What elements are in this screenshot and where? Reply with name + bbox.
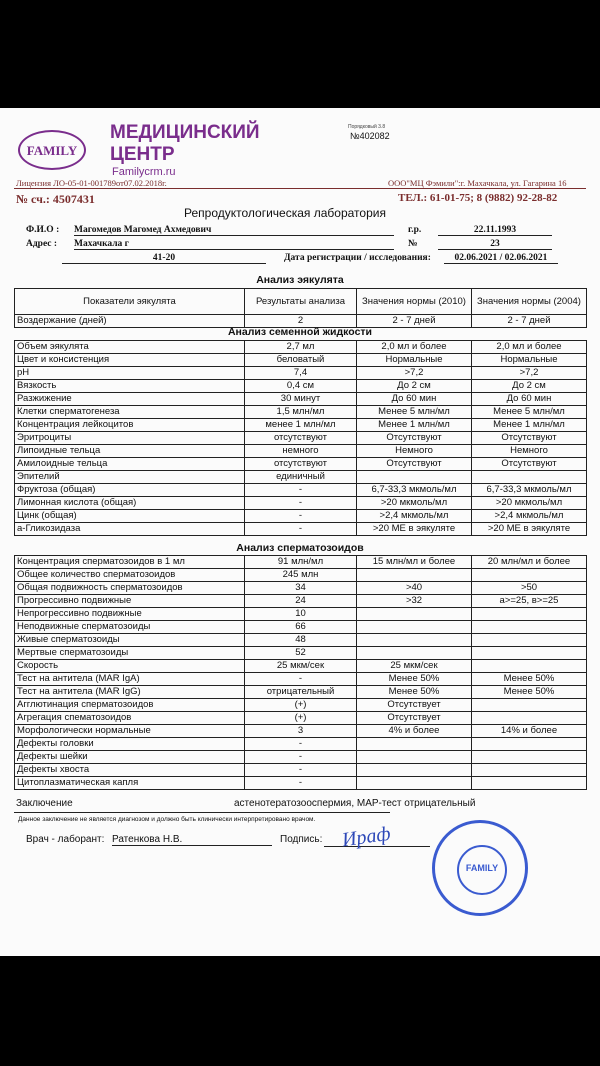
row-label: Воздержание (дней) — [15, 315, 245, 328]
row-result: отсутствуют — [245, 432, 357, 445]
row-result: (+) — [245, 712, 357, 725]
conclusion-text: астенотератозооспермия, МАР-тест отрицательный — [234, 798, 476, 809]
table-row — [15, 380, 587, 393]
row-label: Мертвые сперматозоиды — [15, 647, 245, 660]
row-label: Тест на антитела (MAR IgA) — [15, 673, 245, 686]
table-row — [15, 510, 587, 523]
row-norm-2010: >32 — [357, 595, 472, 608]
fio-label: Ф.И.О : — [26, 225, 60, 235]
row-norm-2004: 6,7-33,3 мкмоль/мл — [472, 484, 587, 497]
row-result: - — [245, 751, 357, 764]
row-norm-2010 — [357, 608, 472, 621]
number-label: № — [408, 239, 418, 249]
table-row — [15, 660, 587, 673]
logo-text: FAMILY — [26, 143, 78, 158]
row-norm-2004: >50 — [472, 582, 587, 595]
table-row — [15, 445, 587, 458]
table-row — [15, 621, 587, 634]
license-text: Лицензия ЛО-05-01-001789от07.02.2018г. — [16, 178, 167, 188]
table-row — [15, 419, 587, 432]
row-result: 1,5 млн/мл — [245, 406, 357, 419]
table-row — [15, 471, 587, 484]
table-row — [15, 751, 587, 764]
section-sperm-title: Анализ сперматозоидов — [236, 542, 364, 554]
table-row — [15, 569, 587, 582]
row-norm-2010: До 2 см — [357, 380, 472, 393]
row-result: 24 — [245, 595, 357, 608]
row-norm-2004: a>=25, в>=25 — [472, 595, 587, 608]
row-result: - — [245, 523, 357, 536]
account-row — [16, 192, 95, 207]
row-norm-2010: 6,7-33,3 мкмоль/мл — [357, 484, 472, 497]
row-label: Разжижение — [15, 393, 245, 406]
ejaculate-table — [14, 288, 587, 328]
table-row — [15, 764, 587, 777]
row-norm-2004 — [472, 712, 587, 725]
row-result: 25 мкм/сек — [245, 660, 357, 673]
org-address: ООО"МЦ Фэмили":г. Махачкала, ул. Гагарина 16 — [388, 178, 567, 188]
row-result: 2,7 мл — [245, 341, 357, 354]
row-label: Агглютинация сперматозоидов — [15, 699, 245, 712]
center-title-line2: ЦЕНТР — [110, 144, 175, 165]
row-norm-2004: До 2 см — [472, 380, 587, 393]
row-norm-2004: >20 мкмоль/мл — [472, 497, 587, 510]
row-norm-2004: Немного — [472, 445, 587, 458]
account-number: 4507431 — [52, 192, 95, 206]
row-label: Дефекты шейки — [15, 751, 245, 764]
row-norm-2004: Отсутствуют — [472, 432, 587, 445]
header-divider — [14, 188, 586, 189]
row-norm-2004 — [472, 751, 587, 764]
row-norm-2010: >7,2 — [357, 367, 472, 380]
table-row — [15, 647, 587, 660]
row-result: 3 — [245, 725, 357, 738]
stamp-logo-text: FAMILY — [465, 863, 499, 873]
row-norm-2010 — [357, 569, 472, 582]
row-result: 245 млн — [245, 569, 357, 582]
row-result: - — [245, 777, 357, 790]
row-norm-2004: До 60 мин — [472, 393, 587, 406]
row-label: Вязкость — [15, 380, 245, 393]
row-result: - — [245, 738, 357, 751]
row-label: Фруктоза (общая) — [15, 484, 245, 497]
row-result: - — [245, 510, 357, 523]
row-norm-2010: 4% и более — [357, 725, 472, 738]
row-norm-2010 — [357, 621, 472, 634]
row-result: единичный — [245, 471, 357, 484]
row-norm-2010: Отсутствует — [357, 712, 472, 725]
row-norm-2010 — [357, 647, 472, 660]
table-row — [15, 738, 587, 751]
row-label: Амилоидные тельца — [15, 458, 245, 471]
table-row — [15, 673, 587, 686]
table-header-row — [15, 289, 587, 315]
row-label: Неподвижные сперматозоиды — [15, 621, 245, 634]
row-label: Эпителий — [15, 471, 245, 484]
row-norm-2010: >20 мкмоль/мл — [357, 497, 472, 510]
patient-address: Махачкала г — [74, 239, 394, 250]
row-result: менее 1 млн/мл — [245, 419, 357, 432]
row-label: Тест на антитела (MAR IgG) — [15, 686, 245, 699]
clinic-stamp — [432, 820, 528, 916]
row-label: Концентрация сперматозоидов в 1 мл — [15, 556, 245, 569]
row-result: беловатый — [245, 354, 357, 367]
table-row — [15, 595, 587, 608]
row-label: Непрогрессивно подвижные — [15, 608, 245, 621]
table-row — [15, 725, 587, 738]
row-result: 91 млн/мл — [245, 556, 357, 569]
row-label: Объем эякулята — [15, 341, 245, 354]
row-label: pH — [15, 367, 245, 380]
row-norm-2004: >20 МЕ в эякуляте — [472, 523, 587, 536]
row-norm-2004 — [472, 471, 587, 484]
row-norm-2010: 25 мкм/сек — [357, 660, 472, 673]
address-label: Адрес : — [26, 239, 58, 249]
row-norm-2010: >2,4 мкмоль/мл — [357, 510, 472, 523]
row-norm-2010: Менее 1 млн/мл — [357, 419, 472, 432]
row-result: 48 — [245, 634, 357, 647]
row-norm-2010: Менее 50% — [357, 686, 472, 699]
conclusion-divider — [14, 812, 390, 813]
table-row — [15, 341, 587, 354]
row-result: 7,4 — [245, 367, 357, 380]
table-row — [15, 497, 587, 510]
row-result: немного — [245, 445, 357, 458]
row-result: - — [245, 484, 357, 497]
row-norm-2010: До 60 мин — [357, 393, 472, 406]
table-row — [15, 354, 587, 367]
conclusion-label: Заключение — [16, 798, 73, 809]
phone-numbers: ТЕЛ.: 61-01-75; 8 (9882) 92-28-82 — [398, 192, 558, 204]
row-label: Агрегация спематозоидов — [15, 712, 245, 725]
patient-dob: 22.11.1993 — [438, 225, 552, 236]
row-norm-2004 — [472, 699, 587, 712]
signature-label: Подпись: — [280, 834, 323, 845]
table-row — [15, 777, 587, 790]
row-norm-2004: >7,2 — [472, 367, 587, 380]
row-label: Живые сперматозоиды — [15, 634, 245, 647]
doctor-signature: Ираф — [340, 822, 392, 852]
section-ejaculate-title: Анализ эякулята — [256, 274, 344, 286]
row-norm-2004: 2,0 мл и более — [472, 341, 587, 354]
row-norm-2004: 20 млн/мл и более — [472, 556, 587, 569]
row-label: Морфологически нормальные — [15, 725, 245, 738]
row-norm-2010 — [357, 471, 472, 484]
patient-code: 41-20 — [62, 253, 266, 264]
row-result: - — [245, 673, 357, 686]
registration-label: Дата регистрации / исследования: — [284, 253, 431, 263]
row-label: Эритроциты — [15, 432, 245, 445]
row-norm-2004 — [472, 660, 587, 673]
family-logo — [18, 130, 86, 170]
document-number: №402082 — [350, 131, 390, 141]
row-norm-2004: Менее 5 млн/мл — [472, 406, 587, 419]
row-norm-2010: >40 — [357, 582, 472, 595]
row-result: - — [245, 764, 357, 777]
website-link: Familycrm.ru — [112, 166, 176, 178]
row-result: 30 минут — [245, 393, 357, 406]
row-label: Общее количество сперматозоидов — [15, 569, 245, 582]
table-row — [15, 686, 587, 699]
table-row — [15, 608, 587, 621]
row-norm-2010 — [357, 764, 472, 777]
row-label: Дефекты хвоста — [15, 764, 245, 777]
row-norm-2004: 14% и более — [472, 725, 587, 738]
row-norm-2004: >2,4 мкмоль/мл — [472, 510, 587, 523]
row-norm-2010: Немного — [357, 445, 472, 458]
row-norm-2010: Отсутствуют — [357, 432, 472, 445]
row-result: 0,4 см — [245, 380, 357, 393]
row-norm-2010 — [357, 751, 472, 764]
row-norm-2004 — [472, 634, 587, 647]
dob-label: г.р. — [408, 225, 422, 235]
row-label: Липоидные тельца — [15, 445, 245, 458]
row-norm-2004: Нормальные — [472, 354, 587, 367]
row-norm-2004 — [472, 569, 587, 582]
seminal-table — [14, 340, 587, 536]
row-label: Скорость — [15, 660, 245, 673]
row-norm-2004 — [472, 777, 587, 790]
row-norm-2004 — [472, 621, 587, 634]
row-norm-2004 — [472, 764, 587, 777]
header-cell: Значения нормы (2004) — [472, 289, 587, 315]
patient-number: 23 — [438, 239, 552, 250]
row-label: а-Гликозидаза — [15, 523, 245, 536]
row-norm-2004 — [472, 738, 587, 751]
row-norm-2004 — [472, 647, 587, 660]
row-norm-2010: Менее 5 млн/мл — [357, 406, 472, 419]
row-result: отсутствуют — [245, 458, 357, 471]
table-row — [15, 582, 587, 595]
row-result: (+) — [245, 699, 357, 712]
row-norm-2004: Менее 1 млн/мл — [472, 419, 587, 432]
sperm-table — [14, 555, 587, 790]
row-label: Дефекты головки — [15, 738, 245, 751]
row-label: Общая подвижность сперматозоидов — [15, 582, 245, 595]
row-norm-2010: Нормальные — [357, 354, 472, 367]
row-norm-2004: 2 - 7 дней — [472, 315, 587, 328]
row-label: Концентрация лейкоцитов — [15, 419, 245, 432]
row-norm-2010 — [357, 634, 472, 647]
table-row — [15, 699, 587, 712]
form-label: Порядковый 3.8 — [348, 124, 386, 130]
disclaimer-text: Данное заключение не является диагнозом и должно быть клинически интерпретировано врачом. — [18, 816, 316, 823]
row-result: отрицательный — [245, 686, 357, 699]
header-cell: Значения нормы (2010) — [357, 289, 472, 315]
row-result: 34 — [245, 582, 357, 595]
doctor-name: Ратенкова Н.В. — [112, 834, 272, 846]
row-norm-2010 — [357, 738, 472, 751]
row-norm-2004: Менее 50% — [472, 673, 587, 686]
table-row — [15, 367, 587, 380]
table-row — [15, 406, 587, 419]
row-label: Цинк (общая) — [15, 510, 245, 523]
table-row — [15, 523, 587, 536]
row-norm-2010: 15 млн/мл и более — [357, 556, 472, 569]
row-result: 10 — [245, 608, 357, 621]
row-label: Прогрессивно подвижные — [15, 595, 245, 608]
row-norm-2010: Менее 50% — [357, 673, 472, 686]
table-row — [15, 634, 587, 647]
table-row — [15, 432, 587, 445]
row-label: Цитоплазматическая капля — [15, 777, 245, 790]
header-cell: Результаты анализа — [245, 289, 357, 315]
row-norm-2010 — [357, 777, 472, 790]
registration-dates: 02.06.2021 / 02.06.2021 — [444, 253, 558, 264]
row-result: 52 — [245, 647, 357, 660]
row-norm-2010: Отсутствует — [357, 699, 472, 712]
lab-report-page — [0, 108, 600, 956]
row-label: Клетки сперматогенеза — [15, 406, 245, 419]
patient-name: Магомедов Магомед Ахмедович — [74, 225, 394, 236]
table-row — [15, 712, 587, 725]
lab-title: Репродуктологическая лаборатория — [184, 206, 386, 220]
stamp-inner-ring — [457, 845, 507, 895]
header-cell: Показатели эякулята — [15, 289, 245, 315]
row-result: - — [245, 497, 357, 510]
row-norm-2010: 2,0 мл и более — [357, 341, 472, 354]
row-label: Лимонная кислота (общая) — [15, 497, 245, 510]
doctor-label: Врач - лаборант: — [26, 834, 105, 845]
table-row — [15, 556, 587, 569]
table-row — [15, 484, 587, 497]
row-norm-2004 — [472, 608, 587, 621]
row-norm-2010: Отсутствуют — [357, 458, 472, 471]
row-norm-2004: Отсутствуют — [472, 458, 587, 471]
row-result: 66 — [245, 621, 357, 634]
row-norm-2010: 2 - 7 дней — [357, 315, 472, 328]
center-title-line1: МЕДИЦИНСКИЙ — [110, 122, 260, 143]
row-label: Цвет и консистенция — [15, 354, 245, 367]
account-label: № сч.: — [16, 192, 50, 206]
section-seminal-title: Анализ семенной жидкости — [227, 326, 373, 338]
table-row — [15, 393, 587, 406]
row-norm-2004: Менее 50% — [472, 686, 587, 699]
table-row — [15, 458, 587, 471]
row-norm-2010: >20 МЕ в эякуляте — [357, 523, 472, 536]
row-result: 2 — [245, 315, 357, 328]
